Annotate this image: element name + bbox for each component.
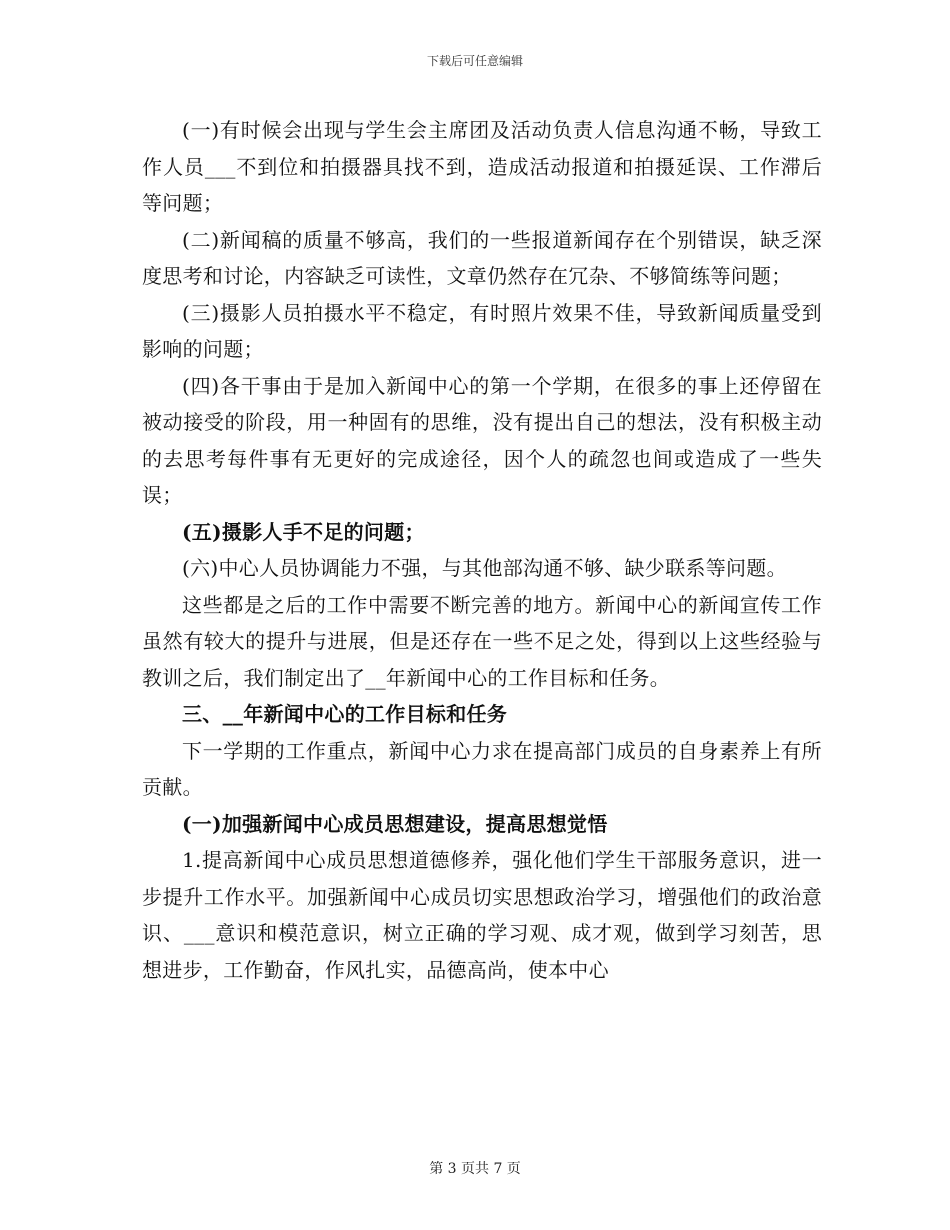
paragraph-6: (六)中心人员协调能力不强，与其他部沟通不够、缺少联系等问题。 xyxy=(182,556,787,580)
paragraph-7: 这些都是之后的工作中需要不断完善的地方。新闻中心的新闻宣传工作虽然有较大的提升与进展，但是还存在一些不足之处，得到以上这些经验与教训之后，我们制定出了__年新闻中心的工作目标和任务。 xyxy=(142,592,822,690)
section-heading-3: 三、__年新闻中心的工作目标和任务 xyxy=(182,702,508,726)
document-body xyxy=(142,112,822,988)
paragraph-4: (四)各干事由于是加入新闻中心的第一个学期，在很多的事上还停留在被动接受的阶段，用一种固有的思维，没有提出自己的想法，没有积极主动的去思考每件事有无更好的完成途径，因个人的疏忽也间或造成了一些失误； xyxy=(142,373,822,507)
paragraph-3: (三)摄影人员拍摄水平不稳定，有时照片效果不佳，导致新闻质量受到影响的问题； xyxy=(142,300,822,361)
subsection-heading-1: (一)加强新闻中心成员思想建设，提高思想觉悟 xyxy=(182,811,608,836)
page-footer xyxy=(0,1158,950,1178)
paragraph-5-heading: (五)摄影人手不足的问题； xyxy=(182,519,425,544)
page-header xyxy=(0,52,950,69)
header-note: 下载后可任意编辑 xyxy=(426,54,523,68)
paragraph-11: 1.提高新闻中心成员思想道德修养，强化他们学生干部服务意识，进一步提升工作水平。加强新闻中心成员切实思想政治学习，增强他们的政治意识、___意识和模范意识，树立正确的学习观、成才观，做到学习刻苦，思想进步，工作勤奋，作风扎实，品德高尚，使本中心 xyxy=(142,848,822,982)
paragraph-9: 下一学期的工作重点，新闻中心力求在提高部门成员的自身素养上有所贡献。 xyxy=(142,738,822,799)
paragraph-1: (一)有时候会出现与学生会主席团及活动负责人信息沟通不畅，导致工作人员___不到位和拍摄器具找不到，造成活动报道和拍摄延误、工作滞后等问题； xyxy=(142,118,822,215)
page-number: 第 3 页共 7 页 xyxy=(429,1161,521,1177)
paragraph-2: (二)新闻稿的质量不够高，我们的一些报道新闻存在个别错误，缺乏深度思考和讨论，内容缺乏可读性，文章仍然存在冗杂、不够简练等问题； xyxy=(142,227,822,288)
